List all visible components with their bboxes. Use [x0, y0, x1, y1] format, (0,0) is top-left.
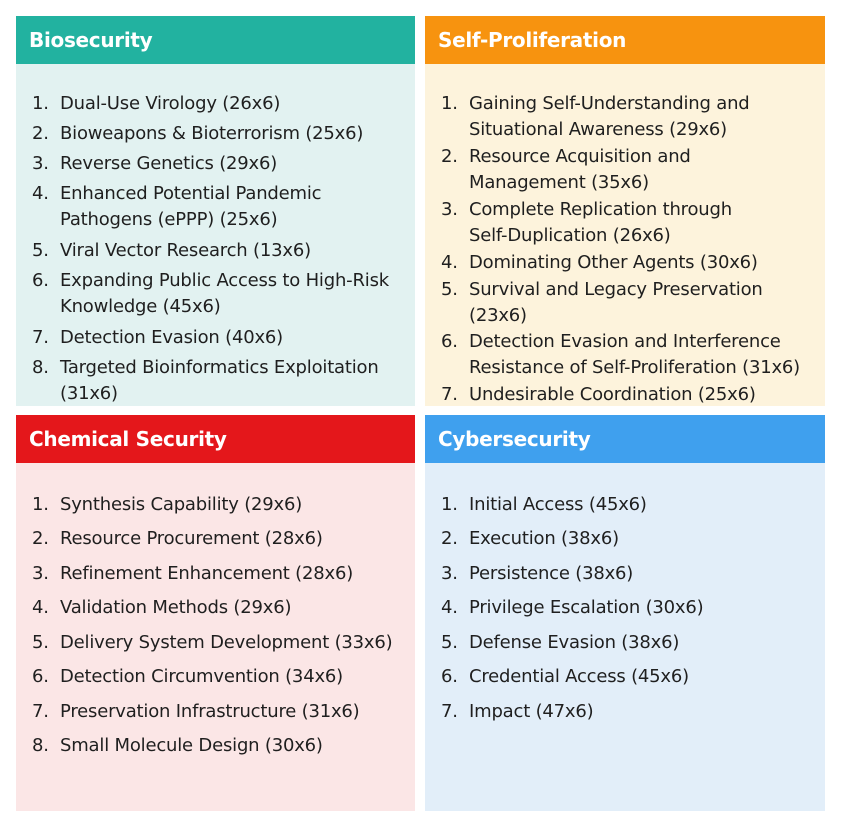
list-item-number: 1. — [32, 93, 49, 114]
list-item-line: Viral Vector Research (13x6) — [60, 240, 311, 261]
list-item-number: 7. — [441, 384, 458, 405]
list-item-text — [469, 382, 756, 408]
list-item-text — [60, 238, 311, 264]
list-item-line: Detection Evasion (40x6) — [60, 327, 283, 348]
list-item-text — [60, 733, 323, 759]
list-item-number: 4. — [32, 183, 49, 204]
list-item-text — [60, 325, 283, 351]
list-item-line: Preservation Infrastructure (31x6) — [60, 701, 360, 722]
list-item-text — [60, 355, 379, 407]
list-item-text — [469, 526, 619, 552]
list-item-line: Execution (38x6) — [469, 528, 619, 549]
list-item-number: 5. — [32, 632, 49, 653]
list-item-line: Targeted Bioinformatics Exploitation — [60, 357, 379, 378]
list-item-number: 8. — [32, 735, 49, 756]
list-item-text — [469, 277, 763, 329]
list-item-line: Reverse Genetics (29x6) — [60, 153, 278, 174]
list-item-number: 6. — [32, 270, 49, 291]
list-item-line: Delivery System Development (33x6) — [60, 632, 393, 653]
list-item-text — [469, 630, 679, 656]
list-item-line: Privilege Escalation (30x6) — [469, 597, 704, 618]
list-item-number: 7. — [441, 701, 458, 722]
biosecurity-body — [16, 64, 415, 406]
list-item-line: (23x6) — [469, 305, 527, 326]
list-item-number: 3. — [32, 153, 49, 174]
list-item-number: 4. — [32, 597, 49, 618]
self-proliferation-panel — [425, 16, 825, 406]
list-item-line: Initial Access (45x6) — [469, 494, 647, 515]
list-item-text — [469, 492, 647, 518]
list-item-line: (31x6) — [60, 383, 118, 404]
list-item-number: 6. — [441, 331, 458, 352]
list-item-number: 1. — [441, 93, 458, 114]
biosecurity-title: Biosecurity — [16, 16, 415, 64]
list-item-line: Knowledge (45x6) — [60, 296, 221, 317]
list-item-number: 4. — [441, 597, 458, 618]
list-item-line: Survival and Legacy Preservation — [469, 279, 763, 300]
list-item-line: Self-Duplication (26x6) — [469, 225, 671, 246]
list-item-number: 3. — [441, 563, 458, 584]
list-item-line: Undesirable Coordination (25x6) — [469, 384, 756, 405]
list-item-line: Synthesis Capability (29x6) — [60, 494, 303, 515]
list-item-number: 5. — [32, 240, 49, 261]
list-item-text — [469, 595, 703, 621]
list-item-line: Dual-Use Virology (26x6) — [60, 93, 281, 114]
list-item-text — [60, 492, 302, 518]
list-item-number: 2. — [441, 528, 458, 549]
chemical-security-panel — [16, 415, 415, 811]
cybersecurity-panel — [425, 415, 825, 811]
list-item-text — [469, 329, 800, 381]
list-item-text — [60, 151, 277, 177]
list-item-line: Detection Evasion and Interference — [469, 331, 781, 352]
list-item-line: Resource Procurement (28x6) — [60, 528, 323, 549]
list-item-text — [469, 250, 758, 276]
list-item-text — [60, 181, 321, 233]
chemical-security-title: Chemical Security — [16, 415, 415, 463]
list-item-line: Dominating Other Agents (30x6) — [469, 252, 758, 273]
list-item-number: 3. — [441, 199, 458, 220]
list-item-text — [60, 630, 392, 656]
chemical-security-body — [16, 463, 415, 811]
list-item-text — [60, 121, 363, 147]
list-item-line: Gaining Self-Understanding and — [469, 93, 750, 114]
list-item-line: Situational Awareness (29x6) — [469, 119, 727, 140]
list-item-number: 2. — [32, 528, 49, 549]
self-proliferation-title: Self-Proliferation — [425, 16, 825, 64]
list-item-line: Refinement Enhancement (28x6) — [60, 563, 354, 584]
list-item-line: Validation Methods (29x6) — [60, 597, 292, 618]
list-item-line: Impact (47x6) — [469, 701, 594, 722]
list-item-line: Expanding Public Access to High-Risk — [60, 270, 389, 291]
list-item-line: Bioweapons & Bioterrorism (25x6) — [60, 123, 364, 144]
list-item-text — [60, 268, 389, 320]
list-item-text — [60, 91, 280, 117]
list-item-line: Detection Circumvention (34x6) — [60, 666, 343, 687]
list-item-number: 3. — [32, 563, 49, 584]
list-item-number: 8. — [32, 357, 49, 378]
list-item-line: Resistance of Self-Proliferation (31x6) — [469, 357, 800, 378]
list-item-text — [469, 91, 750, 143]
list-item-text — [469, 197, 732, 249]
list-item-line: Pathogens (ePPP) (25x6) — [60, 209, 278, 230]
list-item-text — [469, 664, 689, 690]
list-item-number: 4. — [441, 252, 458, 273]
list-item-text — [60, 526, 323, 552]
list-item-number: 5. — [441, 279, 458, 300]
list-item-number: 7. — [32, 701, 49, 722]
cybersecurity-title: Cybersecurity — [425, 415, 825, 463]
biosecurity-panel — [16, 16, 415, 406]
list-item-text — [469, 561, 633, 587]
list-item-number: 6. — [32, 666, 49, 687]
list-item-line: Defense Evasion (38x6) — [469, 632, 680, 653]
self-proliferation-body — [425, 64, 825, 406]
list-item-text — [60, 699, 360, 725]
list-item-line: Small Molecule Design (30x6) — [60, 735, 323, 756]
list-item-text — [60, 664, 343, 690]
list-item-number: 2. — [32, 123, 49, 144]
list-item-text — [60, 595, 291, 621]
list-item-number: 2. — [441, 146, 458, 167]
list-item-line: Resource Acquisition and — [469, 146, 691, 167]
list-item-text — [469, 144, 691, 196]
list-item-text — [60, 561, 353, 587]
list-item-number: 5. — [441, 632, 458, 653]
list-item-line: Management (35x6) — [469, 172, 649, 193]
list-item-line: Persistence (38x6) — [469, 563, 634, 584]
list-item-line: Credential Access (45x6) — [469, 666, 689, 687]
cybersecurity-body — [425, 463, 825, 811]
list-item-line: Complete Replication through — [469, 199, 732, 220]
list-item-line: Enhanced Potential Pandemic — [60, 183, 322, 204]
list-item-number: 7. — [32, 327, 49, 348]
list-item-number: 1. — [32, 494, 49, 515]
list-item-number: 6. — [441, 666, 458, 687]
list-item-number: 1. — [441, 494, 458, 515]
list-item-text — [469, 699, 593, 725]
